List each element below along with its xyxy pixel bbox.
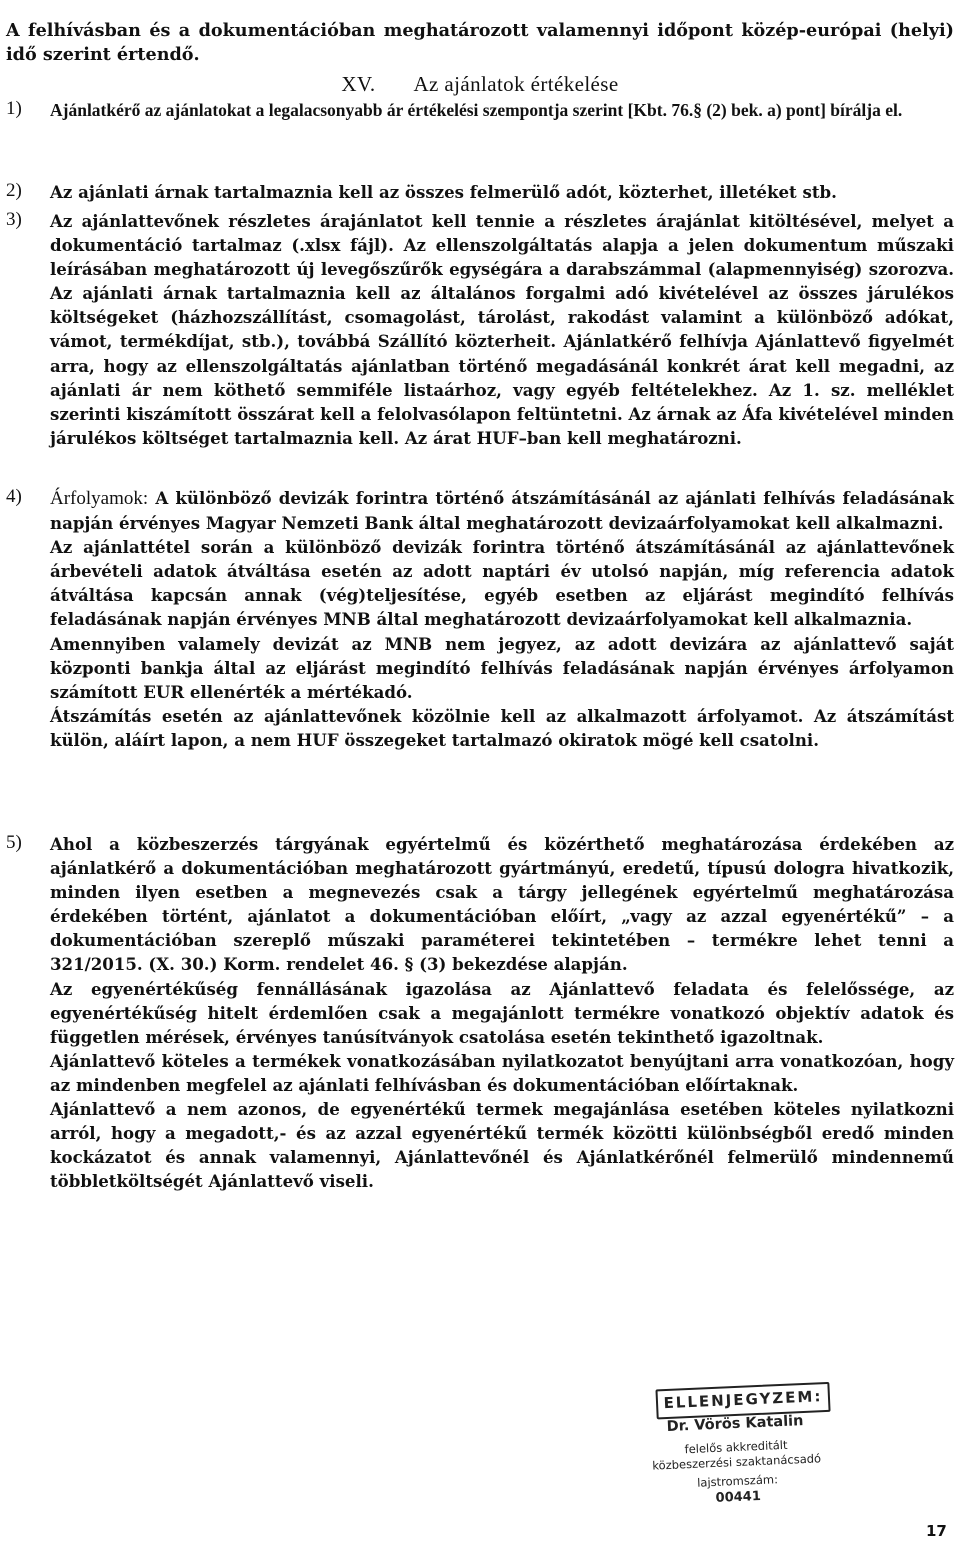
item-number: 3) [6,209,22,230]
stamp-role-2: közbeszerzési szaktanácsadó [652,1451,822,1473]
section-heading [0,72,960,97]
item-label: Árfolyamok: [50,488,149,509]
countersignature-stamp [629,1378,842,1515]
item-paragraph: Ajánlattevő a nem azonos, de egyenértékű termek megajánlása esetében köteles nyilatkozni arról, hogy a megadott,- és az azzal egyenértékű termék közötti különbségből eredő minden kockázatot és annak valamennyi, Ajánlattevőnél és Ajánlatkérőnél felmerülő mindennemű többletköltségét Ajánlattevő viseli. [50,1099,954,1192]
stamp-register-label: lajstromszám: [696,1472,779,1490]
item-paragraph: Amennyiben valamely devizát az MNB nem jegyez, az adott devizára az ajánlattevő saját központi bankja által az eljárást megindító felhívás feladásának napján érvényes árfolyamon számított EUR ellenérték a mértékadó. [50,633,954,702]
list-item-5 [6,832,954,1193]
item-text: A különböző devizák forintra történő átszámításánál az ajánlati felhívás feladásának napján érvényes Magyar Nemzeti Bank által meghatározott devizaárfolyamokat kell alkalmazni. [50,488,954,534]
item-paragraph: Az egyenértékűség fennállásának igazolása az Ajánlattevő feladata és felelőssége, az egyenértékűség hitelt érdemlően csak a megajánlott termékre vonatkozó objektív adatok és független mérések, érvényes tanúsítványok csatolása esetén tekinthető igazoltnak. [50,978,954,1047]
stamp-role: felelős akkreditált [684,1437,788,1457]
stamp-heading: ELLENJEGYZEM: [655,1382,830,1420]
list-item-2 [6,180,954,204]
stamp-name: Dr. Vörös Katalin [666,1413,804,1435]
list-item-3 [6,209,954,450]
list-item-4 [6,486,954,752]
page-number: 17 [926,1522,947,1540]
item-number: 5) [6,832,22,853]
item-paragraph: Átszámítás esetén az ajánlattevőnek közölnie kell az alkalmazott árfolyamot. Az átszámítást külön, aláírt lapon, a nem HUF összegeket tartalmazó okiratok mögé kell csatolni. [50,705,954,750]
item-paragraph: Az ajánlati árnak tartalmaznia kell az összes felmerülő adót, közterhet, illetéket stb. [50,182,837,202]
item-number: 2) [6,180,22,201]
item-paragraph: Ajánlattevő köteles a termékek vonatkozásában nyilatkozatot benyújtani arra vonatkozóan, hogy az mindenben megfelel az ajánlati felhívásban és dokumentációban előírtaknak. [50,1050,954,1095]
item-paragraph: Ahol a közbeszerzés tárgyának egyértelmű és közérthető meghatározása érdekében az ajánlatkérő a dokumentációban meghatározott gyártmányú, eredetű, típusú dologra hivatkozik, minden ilyen esetben a megnevezés csak a tárgy jellegének egyértelmű meghatározása érdekében történt, ajánlatot a dokumentációban előírt, „vagy az azzal egyenértékű” – a dokumentációban szereplő műszaki paraméterei tekintetében – termékre lehet tenni a 321/2015. (X. 30.) Korm. rendelet 46. § (3) bekezdése alapján. [50,834,954,975]
item-paragraph: Az ajánlattétel során a különböző devizák forintra történő átszámításánál az ajánlattevőnek árbevételi adatok átváltása esetén az adott naptári év utolsó napján, míg referencia adatok átváltása kapcsán annak (vég)teljesítése, egyéb esetben az eljárást megindító felhívás feladásának napján érvényes MNB által meghatározott devizaárfolyamokat kell alkalmaznia. [50,537,954,630]
item-number: 4) [6,486,22,507]
section-title: Az ajánlatok értékelése [413,72,619,96]
item-paragraph: Az ajánlattevőnek részletes árajánlatot kell tennie a részletes árajánlat kitöltésével, melyet a dokumentáció tartalmaz (.xlsx fájl). Az ellenszolgáltatás alapja a jelen dokumentum műszaki leírásában meghatározott új levegőszűrők egységára a darabszámmal (alapmennyiség) szorozva. Az ajánlati árnak tartalmaznia kell az általános forgalmi adó kivételével az összes járulékos költségeket (házhozszállítást, csomagolást, tárolást, rakodást valamint a különböző adókat, vámot, termékdíjat, stb.), továbbá Szállító közterheit. Ajánlatkérő felhívja Ajánlattevő figyelmét arra, hogy az ellenszolgáltatás ajánlatban történő megadásánál konkrét árat kell megadni, az ajánlati ár nem köthető semmiféle listaárhoz, vagy egyéb feltételekhez. Az 1. sz. melléklet szerinti kiszámított összárat kell a felolvasólapon feltüntetni. Az árnak az Áfa kivételével minden járulékos költséget tartalmaznia kell. Az árat HUF–ban kell meghatározni. [50,211,954,448]
section-number: XV. [341,72,376,96]
item-paragraph [50,486,954,535]
item-number: 1) [6,98,22,119]
intro-paragraph: A felhívásban és a dokumentációban meghatározott valamennyi időpont közép-európai (helyi) idő szerint értendő. [6,19,954,65]
list-item-1 [6,98,954,122]
stamp-register-number: 00441 [715,1488,762,1506]
item-paragraph: Ajánlatkérő az ajánlatokat a legalacsonyabb ár értékelési szempontja szerint [Kbt. 76.§ (2) bek. a) pont] bírálja el. [50,100,903,120]
